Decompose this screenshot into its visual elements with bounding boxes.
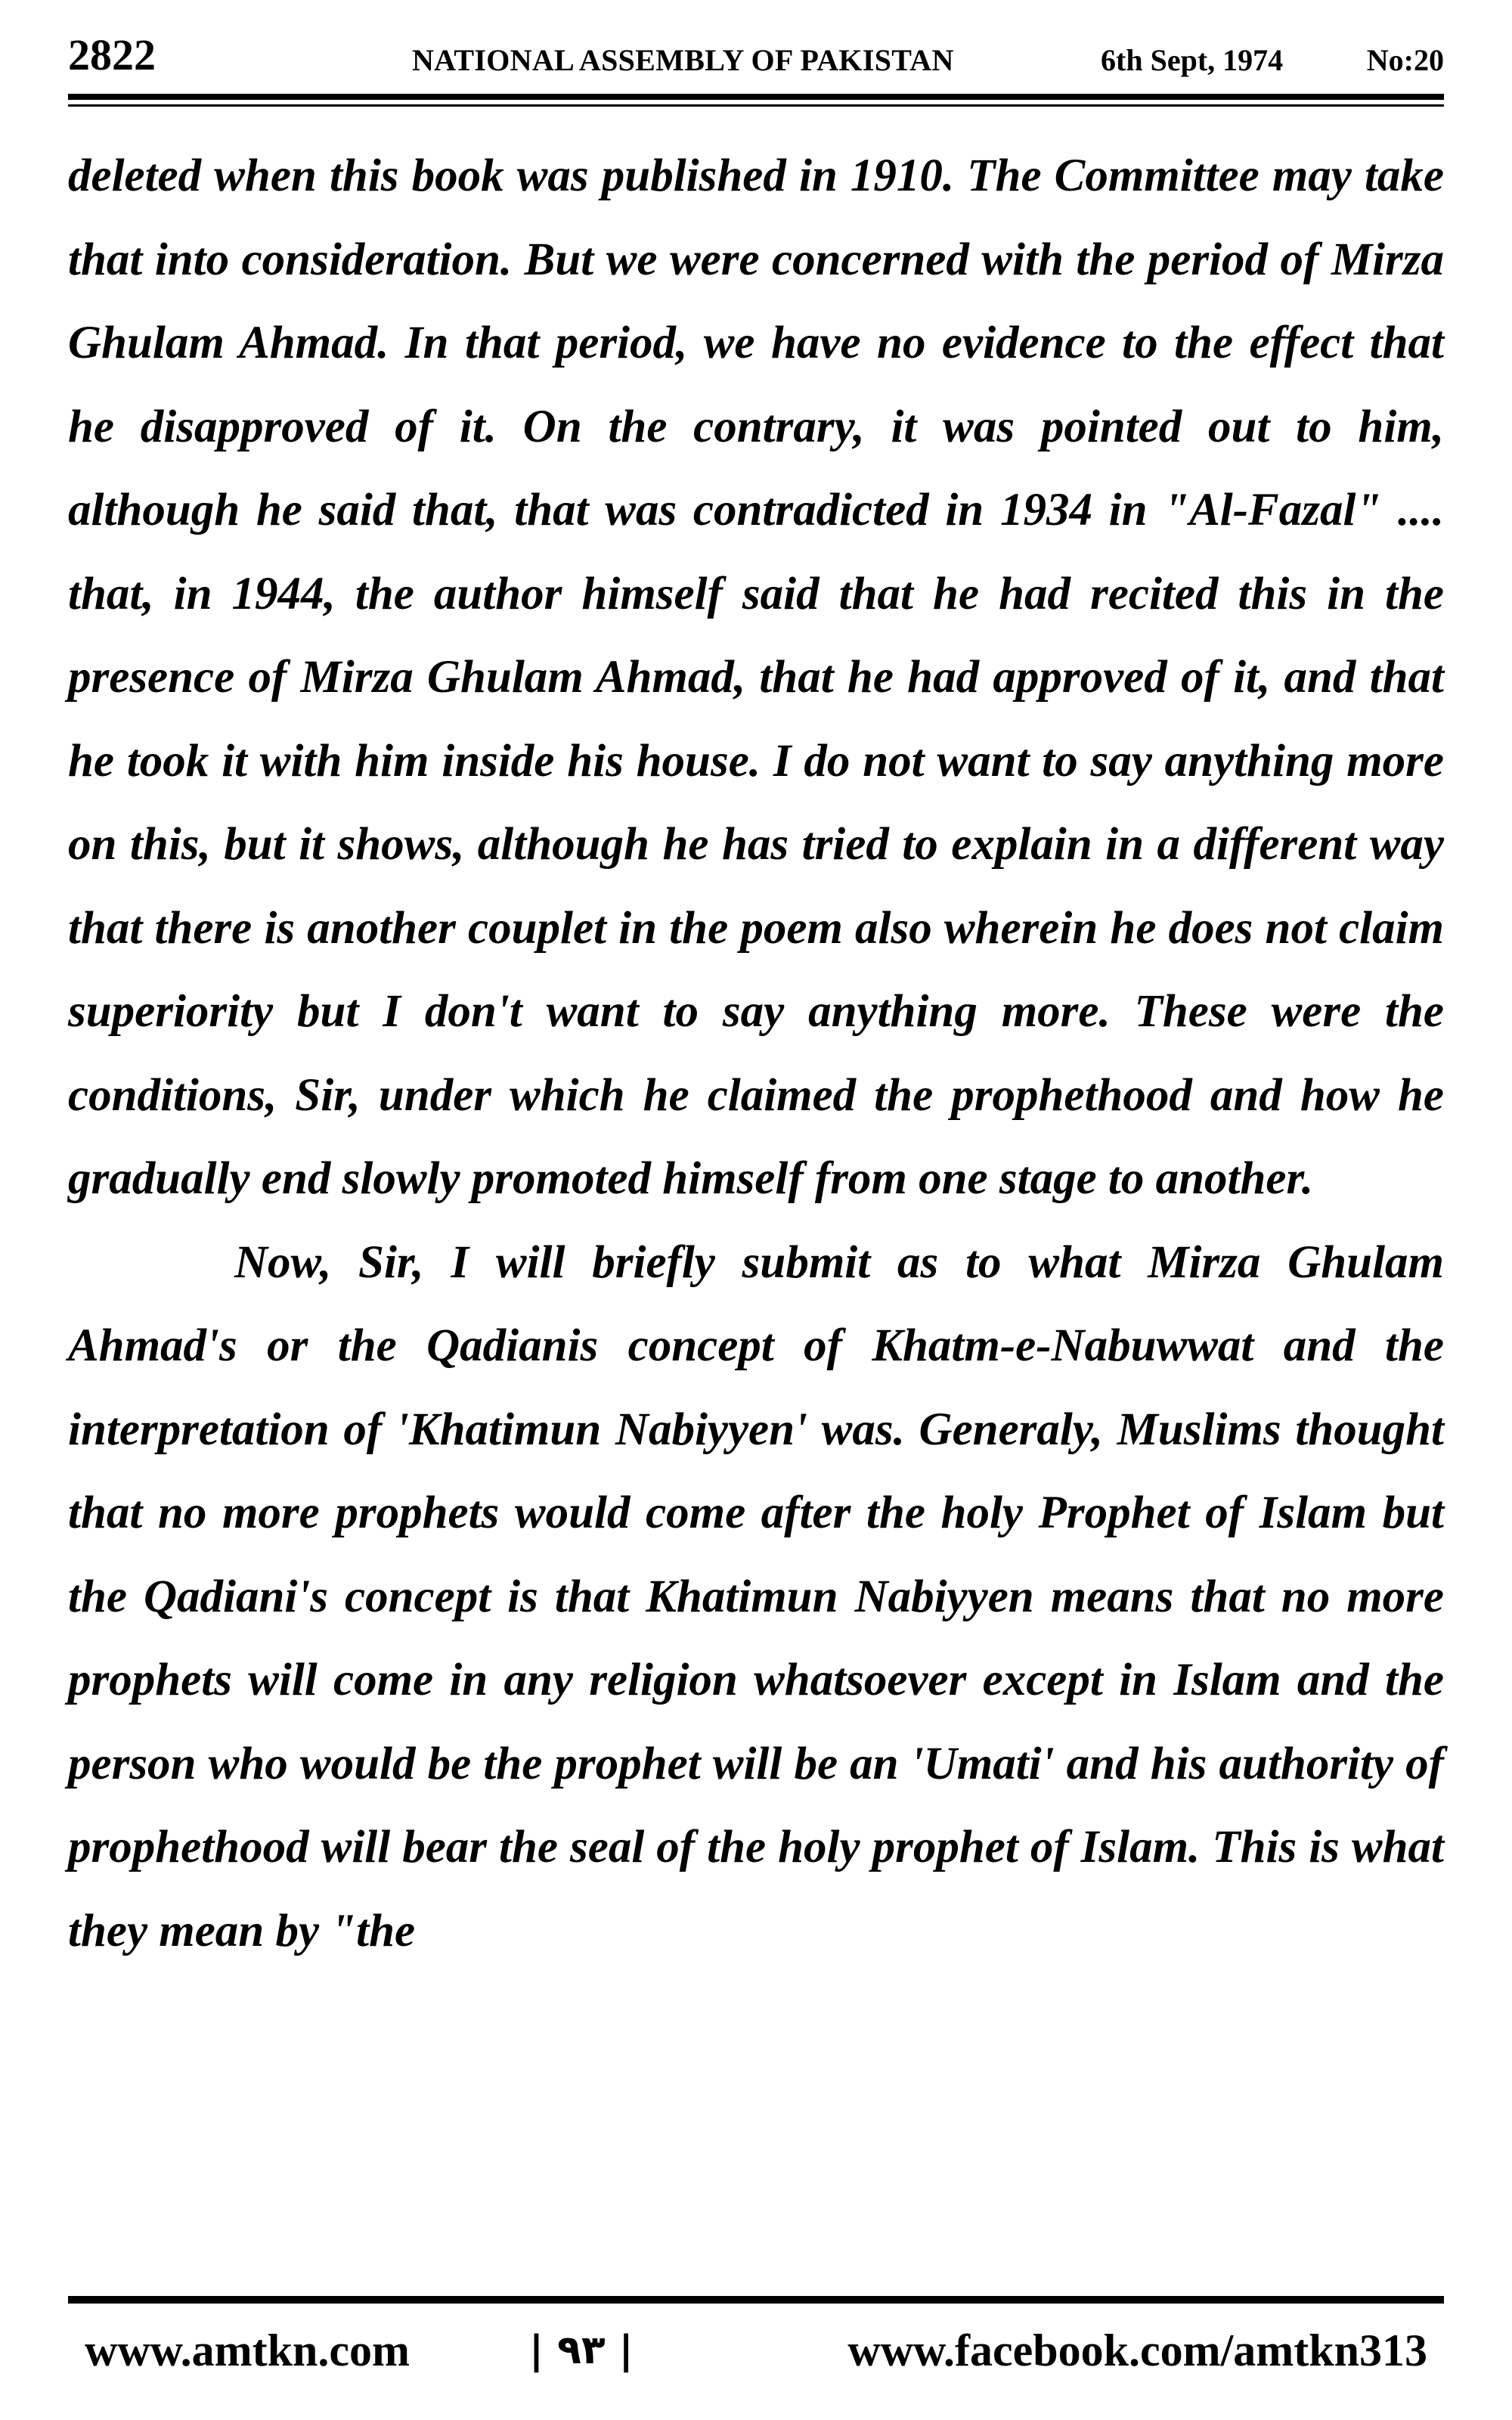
page-number: 2822 (68, 30, 156, 79)
document-body (68, 135, 1444, 1973)
footer-rule (68, 2296, 1444, 2304)
issue-number: No:20 (1366, 43, 1444, 77)
paragraph: Now, Sir, I will briefly submit as to what Mirza Ghulam Ahmad's or the Qadianis concept of Khatm-e-Nabuwwat and the interpretation of 'Khatimun Nabiyyen' was. Generaly, Muslims thought that no more prophets would come after the holy Prophet of Islam but the Qadiani's concept is that Khatimun Nabiyyen means that no more prophets will come in any religion whatsoever except in Islam and the person who would be the prophet will be an 'Umati' and his authority of prophethood will bear the seal of the holy prophet of Islam. This is what they mean by "the (68, 1236, 1444, 1956)
page-footer (68, 2320, 1444, 2381)
page-header (68, 29, 1444, 82)
header-rule-thick (68, 94, 1444, 100)
header-rule-thin (68, 104, 1444, 107)
facebook-link[interactable]: www.facebook.com/amtkn313 (847, 2325, 1427, 2375)
website-link[interactable]: www.amtkn.com (85, 2325, 410, 2375)
footer-page-marker: | ۹۳ | (529, 2328, 634, 2373)
paragraph: deleted when this book was published in 1910. The Committee may take that into consideration. But we were concerned with the period of Mirza Ghulam Ahmad. In that period, we have no evidence to the effect that he disapproved of it. On the contrary, it was pointed out to him, although he said that, that was contradicted in 1934 in "Al-Fazal" .... that, in 1944, the author himself said that he had recited this in the presence of Mirza Ghulam Ahmad, that he had approved of it, and that he took it with him inside his house. I do not want to say anything more on this, but it shows, although he has tried to explain in a different way that there is another couplet in the poem also wherein he does not claim superiority but I don't want to say anything more. These were the conditions, Sir, under which he claimed the prophethood and how he gradually end slowly promoted himself from one stage to another. (68, 150, 1444, 1204)
session-date: 6th Sept, 1974 (1101, 43, 1284, 77)
publication-title: NATIONAL ASSEMBLY OF PAKISTAN (412, 43, 954, 77)
